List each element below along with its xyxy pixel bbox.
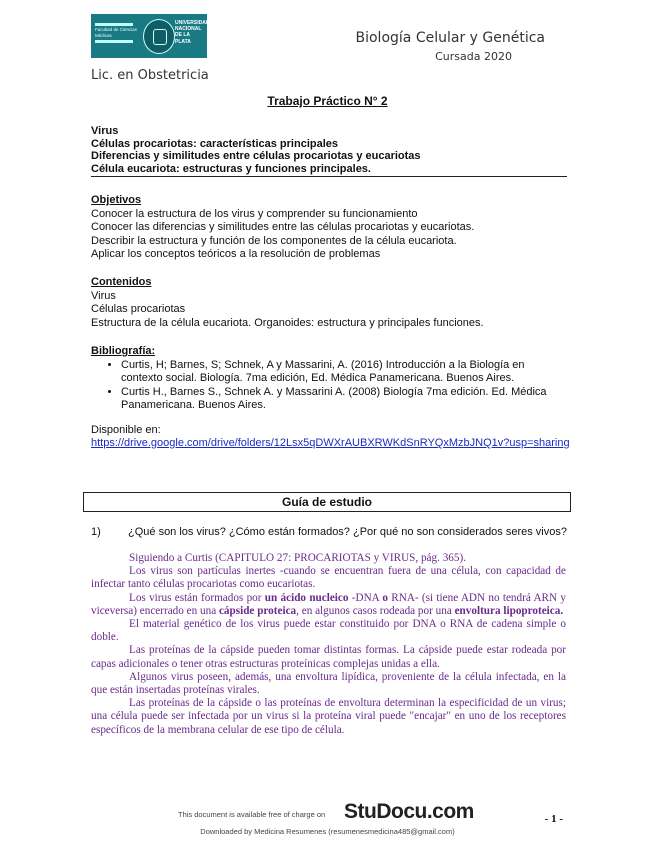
answer-paragraph: Siguiendo a Curtis (CAPITULO 27: PROCARIOTAS y VIRUS, pág. 365). xyxy=(129,552,467,564)
contenido-item: Virus xyxy=(91,289,116,302)
contenidos-section xyxy=(91,276,567,330)
page-title: Trabajo Práctico N° 2 xyxy=(267,94,388,108)
question-1 xyxy=(91,526,571,539)
bibliografia-section xyxy=(91,345,567,413)
question-text: ¿Qué son los virus? ¿Cómo están formados? ¿Por qué no son considerados seres vivos? xyxy=(128,526,567,538)
guide-title: Guía de estudio xyxy=(83,492,571,512)
drive-link[interactable]: https://drive.google.com/drive/folders/12Lsx5qDWXrAUBXRWKdSnRYQxMzbJNQ1v?usp=sharing xyxy=(91,437,570,449)
objetivos-heading: Objetivos xyxy=(91,194,142,206)
contenidos-heading: Contenidos xyxy=(91,276,152,288)
university-name: UNIVERSIDAD NACIONAL DE LA PLATA xyxy=(175,20,210,45)
topics-list xyxy=(91,125,567,177)
faculty-logo-text xyxy=(95,22,139,50)
objetivos-section xyxy=(91,194,567,262)
answer-paragraph: El material genético de los virus puede estar constituido por DNA o RNA de cadena simple o doble. xyxy=(91,618,566,644)
faculty-name: Facultad de Ciencias Médicas xyxy=(95,27,138,38)
answer-paragraph: Los virus están formados por un ácido nucleico -DNA o RNA- (si tiene ADN no tendrá ARN y viceversa) encerrado en una cápside proteica, en algunos casos rodeada por una envoltura lipoproteica. xyxy=(91,591,566,617)
topic-item: Virus xyxy=(91,125,119,137)
answer-paragraph: Los virus son partículas inertes -cuando se encuentran fuera de una célula, con capacidad de infectar tanto células procariotas como eucariotas. xyxy=(91,565,566,591)
page-number: - 1 - xyxy=(544,813,563,825)
topic-item: Célula eucariota: estructuras y funciones principales. xyxy=(91,162,371,175)
answer-block xyxy=(91,552,566,737)
bibliografia-item: • Curtis H., Barnes S., Schnek A. y Massarini A. (2008) Biología 7ma edición. Ed. Médica Panamericana. Buenos Aires. xyxy=(121,386,567,413)
footer-free-text: This document is available free of charge on xyxy=(178,810,326,819)
bibliografia-list xyxy=(91,359,567,413)
contenido-item: Estructura de la célula eucariota. Organoides: estructura y principales funciones. xyxy=(91,316,484,329)
answer-paragraph: Algunos virus poseen, además, una envoltura lipídica, proveniente de la célula infectada, en la que están insertadas proteínas virales. xyxy=(91,670,566,697)
university-seal-icon xyxy=(143,19,175,54)
answer-paragraph: Las proteínas de la cápside pueden tomar distintas formas. La cápside puede estar rodeada por capas adicionales o tener otras estructuras proteínicas complejas unidas a ella. xyxy=(91,644,566,670)
disponible-label: Disponible en: xyxy=(91,424,161,436)
degree-name: Lic. en Obstetricia xyxy=(91,68,209,83)
university-logo xyxy=(91,14,210,58)
answer-paragraph: Las proteínas de la cápside o las proteínas de envoltura determinan la especificidad de un virus; una célula puede ser infectada por un virus si la proteína viral puede "encajar" en uno de los receptores específicos de la membrana celular de ese tipo de célula. xyxy=(91,697,566,736)
objetivo-item: Describir la estructura y función de los componentes de la célula eucariota. xyxy=(91,234,457,247)
bibliografia-item: • Curtis, H; Barnes, S; Schnek, A y Massarini, A. (2016) Introducción a la Biología en contexto social. Biología. 7ma edición, Ed. Médica Panamericana. Buenos Aires. xyxy=(121,359,567,386)
objetivo-item: Conocer la estructura de los virus y comprender su funcionamiento xyxy=(91,207,418,220)
objetivo-item: Aplicar los conceptos teóricos a la resolución de problemas xyxy=(91,248,381,260)
contenido-item: Células procariotas xyxy=(91,303,186,315)
bibliografia-heading: Bibliografía: xyxy=(91,345,156,357)
course-title: Biología Celular y Genética xyxy=(355,30,545,46)
disponible-block xyxy=(91,424,571,450)
question-number: 1) xyxy=(91,526,101,538)
objetivo-item: Conocer las diferencias y similitudes entre las células procariotas y eucariotas. xyxy=(91,221,475,233)
cursada-year: Cursada 2020 xyxy=(435,50,512,63)
topic-item: Diferencias y similitudes entre células procariotas y eucariotas xyxy=(91,150,421,162)
topic-item: Células procariotas: características principales xyxy=(91,137,339,150)
downloaded-by-text: Downloaded by Medicina Resumenes (resumenesmedicina485@gmail.com) xyxy=(200,827,455,836)
studocu-logo[interactable]: StuDocu.com xyxy=(344,800,474,823)
